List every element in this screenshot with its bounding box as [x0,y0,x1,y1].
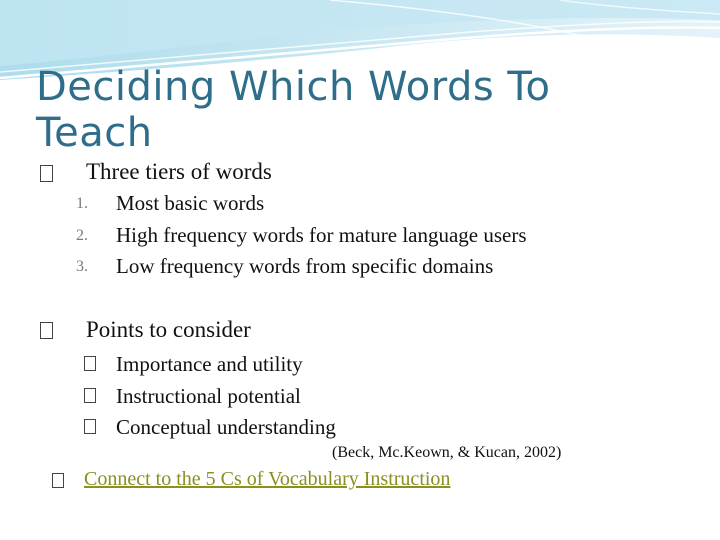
citation: (Beck, Mc.Keown, & Kucan, 2002) [332,444,562,461]
list-number: 2. [76,227,88,244]
bullet-box-icon [84,419,96,434]
bullet-box-icon [40,165,53,182]
bullet-box-icon [84,356,96,371]
list-item: Low frequency words from specific domains [116,254,494,278]
list-number: 3. [76,258,88,275]
list-item: Instructional potential [116,384,301,408]
tiers-heading: Three tiers of words [86,159,272,184]
bullet-box-icon [84,388,96,403]
list-item: Conceptual understanding [116,415,336,439]
list-item: High frequency words for mature language users [116,223,527,247]
points-heading: Points to consider [86,317,251,342]
list-item: Most basic words [116,191,265,215]
list-number: 1. [76,195,88,212]
vocabulary-instruction-link[interactable]: Connect to the 5 Cs of Vocabulary Instruction [84,468,451,490]
bullet-box-icon [52,473,64,488]
bullet-box-icon [40,322,53,339]
slide-title: Deciding Which Words To Teach [36,64,551,156]
list-item: Importance and utility [116,352,303,376]
